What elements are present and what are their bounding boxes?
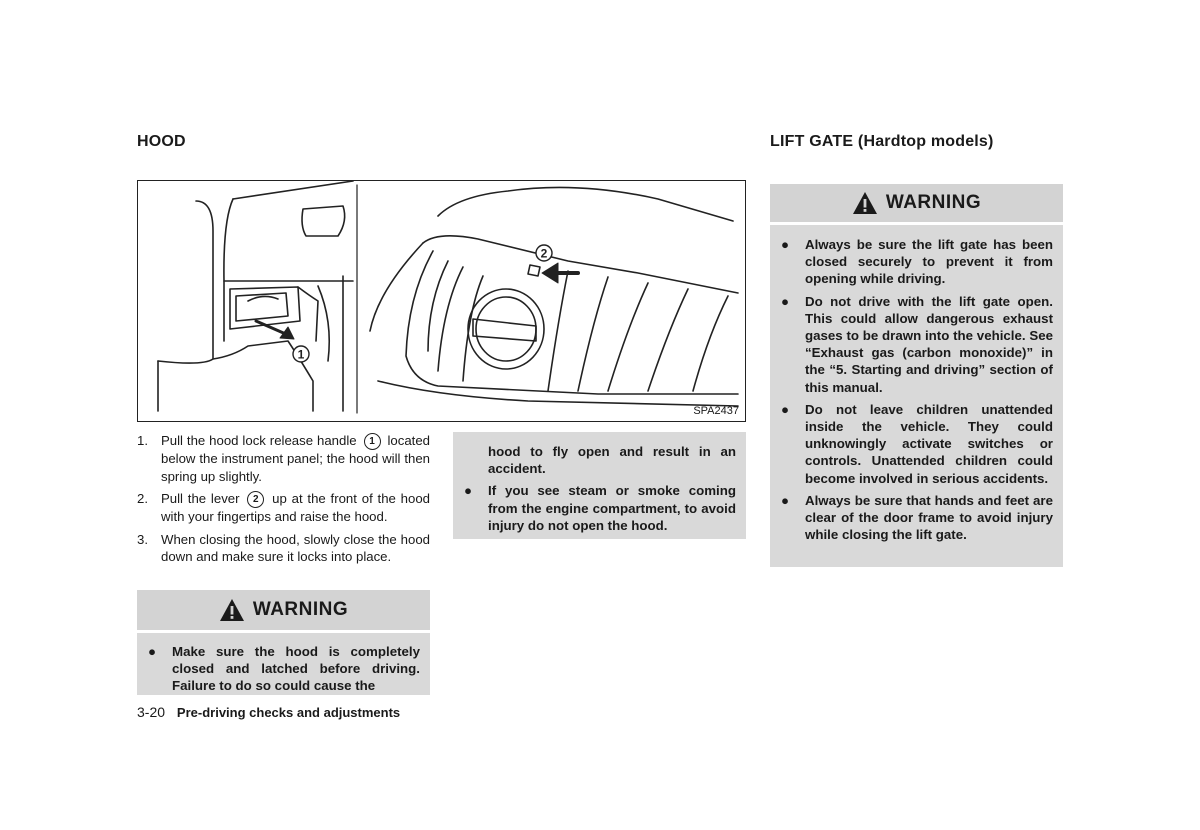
page-number: 3-20 xyxy=(137,704,166,720)
list-item: ● Always be sure that hands and feet are clear of the door frame to avoid injury while closing the lift gate. xyxy=(781,492,1053,543)
page-footer xyxy=(137,704,400,720)
warning-continued-text: hood to fly open and result in an accident. xyxy=(488,444,736,477)
hood-warning-continued xyxy=(453,432,746,539)
list-item: ● Do not drive with the lift gate open. This could allow dangerous exhaust gases to be drawn into the vehicle. See “Exhaust gas (carbon monoxide)” in the “5. Starting and driving” section of this manual. xyxy=(781,293,1053,395)
list-item: ● Make sure the hood is completely closed and latched before driving. Failure to do so could cause the xyxy=(148,644,420,694)
lift-gate-warning-body xyxy=(770,225,1063,567)
warning-triangle-icon xyxy=(852,191,878,215)
callout-1 xyxy=(293,346,309,362)
callout-2-marker: 2 xyxy=(247,491,264,508)
svg-text:2: 2 xyxy=(540,246,548,261)
hood-warning-body xyxy=(137,633,430,695)
section-title: Pre-driving checks and adjustments xyxy=(176,705,401,720)
warning-triangle-icon xyxy=(219,598,245,622)
callout-1-marker: 1 xyxy=(364,433,381,450)
list-item: ● Always be sure the lift gate has been closed securely to prevent it from opening while driving. xyxy=(781,237,1053,287)
hood-heading: HOOD xyxy=(137,133,186,150)
warning-label: WARNING xyxy=(252,599,349,620)
lift-gate-warning-banner xyxy=(770,184,1063,222)
hood-steps-list xyxy=(137,432,430,571)
list-item: ● Do not leave children unattended inside the vehicle. They could unknowingly activate switches or controls. Unattended children could become involved in serious accidents. xyxy=(781,401,1053,486)
list-item: 3. When closing the hood, slowly close the hood down and make sure it locks into place. xyxy=(137,531,430,565)
warning-label: WARNING xyxy=(885,192,982,213)
figure-code: SPA2437 xyxy=(693,405,739,417)
hood-line-drawing xyxy=(138,181,745,421)
hood-release-illustration xyxy=(137,180,746,422)
lift-gate-heading: LIFT GATE (Hardtop models) xyxy=(770,133,994,150)
list-item: 1. Pull the hood lock release handle 1 located below the instrument panel; the hood will then spring up slightly. xyxy=(137,433,430,484)
list-item: ● If you see steam or smoke coming from the engine compartment, to avoid injury do not open the hood. xyxy=(464,483,736,533)
callout-2 xyxy=(536,245,552,261)
list-item: 2. Pull the lever 2 up at the front of the hood with your fingertips and raise the hood. xyxy=(137,491,431,525)
svg-text:1: 1 xyxy=(297,347,305,362)
hood-warning-banner xyxy=(137,590,430,630)
